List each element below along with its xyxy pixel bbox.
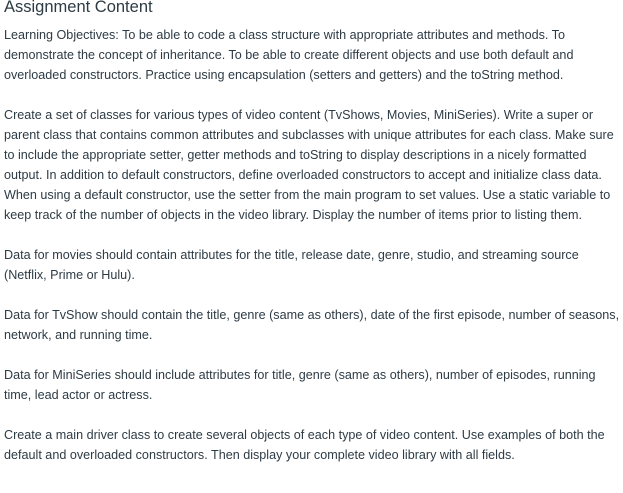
paragraph-tvshow-data: Data for TvShow should contain the title, genre (same as others), date of the first episode, number of seasons, network, and running time. [4,308,620,342]
paragraph-learning-objectives: Learning Objectives: To be able to code a class structure with appropriate attributes and methods. To demonstrate the concept of inheritance. To be able to create different objects and use both default and overloaded constructors. Practice using encapsulation (setters and getters) and the toString method. [4,28,574,82]
paragraph-main-driver: Create a main driver class to create several objects of each type of video content. Use examples of both the default and overloaded constructors. Then display your complete video library with all fields. [4,428,605,462]
page-title: Assignment Content [4,0,153,16]
paragraph-movies-data: Data for movies should contain attributes for the title, release date, genre, studio, and streaming source (Netflix, Prime or Hulu). [4,248,579,282]
paragraph-miniseries-data: Data for MiniSeries should include attributes for title, genre (same as others), number of episodes, running time, lead actor or actress. [4,368,596,402]
assignment-content [4,0,620,465]
paragraph-class-requirements: Create a set of classes for various types of video content (TvShows, Movies, MiniSeries). Write a super or parent class that contains common attributes and subclasses with unique attributes for each class. Make sure to include the appropriate setter, getter methods and toString to display descriptions in a nicely formatted output. In addition to default constructors, define overloaded constructors to accept and initialize class data. When using a default constructor, use the setter from the main program to set values. Use a static variable to keep track of the number of objects in the video library. Display the number of items prior to listing them. [4,108,614,222]
